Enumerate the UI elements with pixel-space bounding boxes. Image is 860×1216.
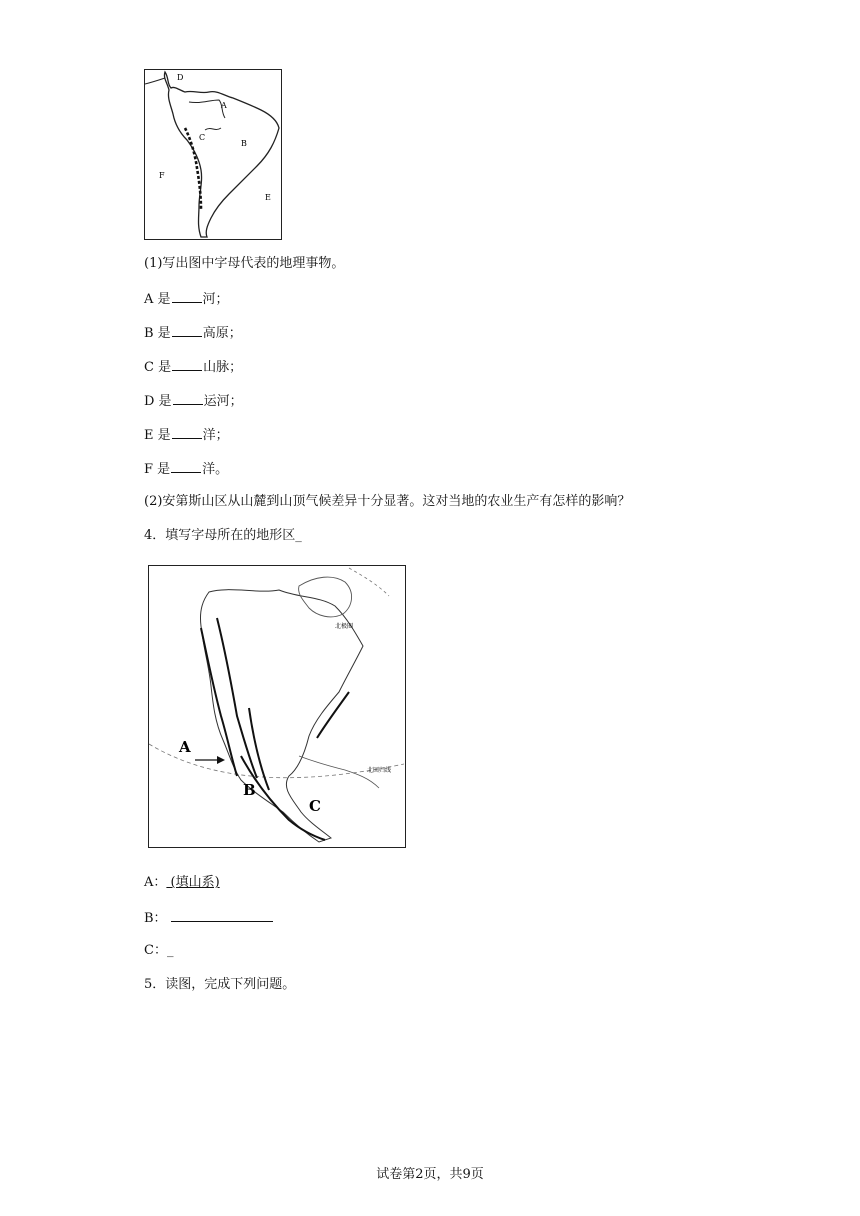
q3-item-a: A 是 河； [144, 292, 229, 307]
map2-label-A: A [179, 738, 191, 756]
map1-label-F: F [159, 171, 165, 180]
q3-sub1: (1)写出图中字母代表的地理事物。 [144, 256, 345, 271]
north-america-map [148, 565, 406, 848]
answer-blank[interactable] [171, 460, 201, 473]
map2-label-tropic: 北回归线 [367, 767, 392, 774]
q3-item-f: F 是 洋。 [144, 462, 229, 477]
map1-label-B: B [241, 139, 247, 148]
map1-label-E: E [265, 193, 271, 202]
south-america-map [144, 69, 282, 240]
q4-answer-c: C：_ [144, 943, 174, 958]
answer-blank[interactable] [172, 290, 202, 303]
map1-label-D: D [177, 73, 184, 82]
q4-title: 4．填写字母所在的地形区_ [144, 528, 302, 543]
answer-blank[interactable] [171, 909, 273, 922]
q3-item-b: B 是 高原； [144, 326, 242, 341]
map1-label-C: C [199, 133, 206, 142]
q4-answer-a: A： (填山系) [144, 875, 220, 890]
map1-label-A: A [221, 101, 227, 110]
answer-blank[interactable] [173, 392, 203, 405]
q4-answer-b: B： [144, 909, 273, 927]
answer-blank[interactable] [172, 426, 202, 439]
map2-label-B: B [243, 781, 256, 799]
answer-blank[interactable]: _ [166, 943, 174, 958]
q3-item-d: D 是 运河； [144, 394, 243, 409]
q3-item-c: C 是 山脉； [144, 360, 243, 375]
q5-title: 5．读图，完成下列问题。 [144, 977, 296, 992]
page-footer: 试卷第2页，共9页 [376, 1167, 484, 1182]
map2-label-arctic-circle: 北极圈 [335, 623, 354, 630]
map2-label-C: C [309, 797, 321, 815]
south-america-outline [145, 70, 280, 238]
answer-blank[interactable] [172, 358, 202, 371]
q3-sub2: (2)安第斯山区从山麓到山顶气候差异十分显著。这对当地的农业生产有怎样的影响？ [144, 494, 631, 509]
answer-blank[interactable] [172, 324, 202, 337]
answer-blank[interactable]: (填山系) [166, 875, 220, 890]
q3-item-e: E 是 洋； [144, 428, 229, 443]
north-america-outline [149, 566, 404, 846]
